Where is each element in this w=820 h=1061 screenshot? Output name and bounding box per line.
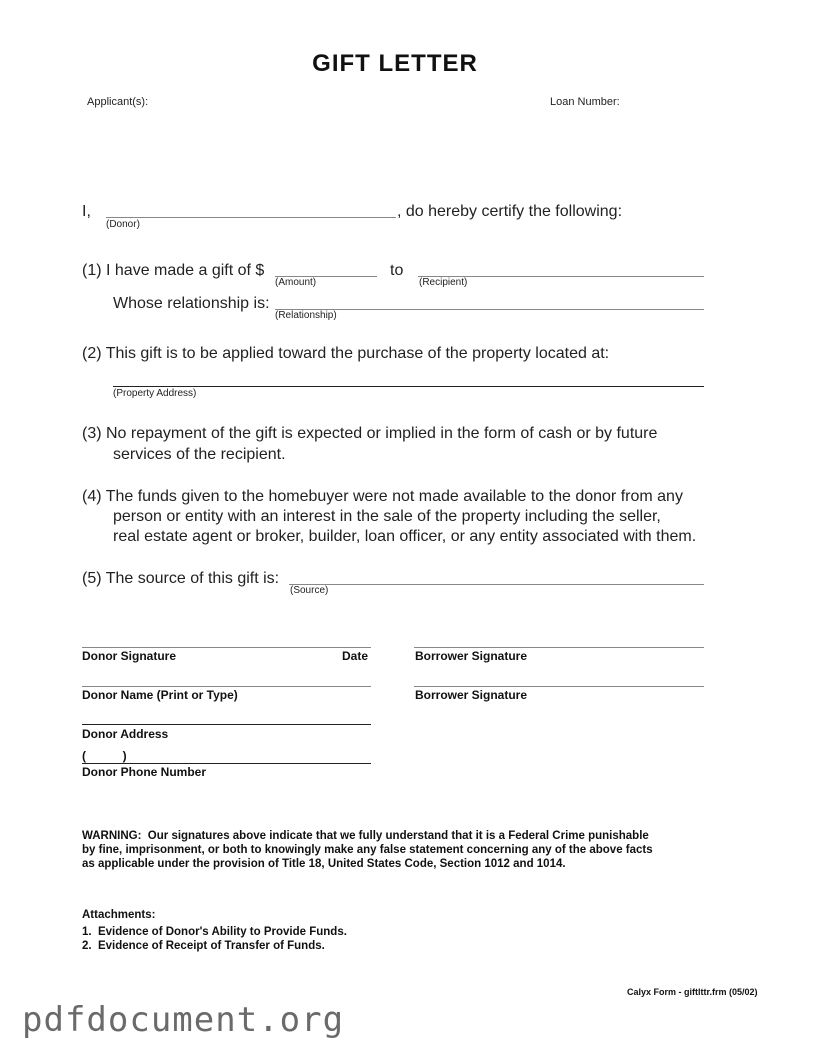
attachment-item: 2. Evidence of Receipt of Transfer of Funds. bbox=[82, 940, 325, 952]
loan-number-label: Loan Number: bbox=[550, 96, 620, 108]
borrower-signature-line-1[interactable] bbox=[414, 647, 704, 648]
certify-suffix: , do hereby certify the following: bbox=[397, 203, 623, 220]
watermark: pdfdocument.org bbox=[22, 1000, 345, 1040]
item4-line1: (4) The funds given to the homebuyer were not made available to the donor from any bbox=[82, 488, 683, 505]
borrower-signature-label-1: Borrower Signature bbox=[415, 649, 528, 663]
item3-line2: services of the recipient. bbox=[113, 446, 286, 463]
source-caption: (Source) bbox=[290, 585, 329, 596]
relationship-label: Whose relationship is: bbox=[113, 295, 270, 312]
item3-line1: (3) No repayment of the gift is expected or implied in the form of cash or by future bbox=[82, 425, 658, 442]
donor-name-line[interactable] bbox=[82, 686, 371, 687]
donor-signature-label: Donor Signature bbox=[82, 649, 177, 663]
warning-line1: WARNING: Our signatures above indicate that we fully understand that it is a Federal Crime punishable bbox=[82, 830, 649, 842]
donor-address-line[interactable] bbox=[82, 724, 371, 725]
page-title: GIFT LETTER bbox=[312, 50, 478, 77]
recipient-caption: (Recipient) bbox=[419, 277, 468, 288]
item1-text: (1) I have made a gift of $ bbox=[82, 262, 265, 279]
relationship-field[interactable] bbox=[275, 309, 704, 310]
property-address-field[interactable] bbox=[113, 386, 704, 387]
item2-text: (2) This gift is to be applied toward the purchase of the property located at: bbox=[82, 345, 610, 362]
item5-text: (5) The source of this gift is: bbox=[82, 570, 280, 587]
amount-caption: (Amount) bbox=[275, 277, 317, 288]
donor-name-label: Donor Name (Print or Type) bbox=[82, 688, 238, 702]
relationship-caption: (Relationship) bbox=[275, 310, 337, 321]
donor-field[interactable] bbox=[106, 217, 396, 218]
donor-signature-line[interactable] bbox=[82, 647, 371, 648]
date-label: Date bbox=[342, 649, 369, 663]
attachment-item: 1. Evidence of Donor's Ability to Provide Funds. bbox=[82, 926, 347, 938]
borrower-signature-label-2: Borrower Signature bbox=[415, 688, 528, 702]
borrower-signature-line-2[interactable] bbox=[414, 686, 704, 687]
applicants-label: Applicant(s): bbox=[87, 96, 149, 108]
donor-caption: (Donor) bbox=[106, 219, 140, 230]
warning-line2: by fine, imprisonment, or both to knowingly make any false statement concerning any of the above facts bbox=[82, 844, 653, 856]
warning-line3: as applicable under the provision of Title 18, United States Code, Section 1012 and 1014. bbox=[82, 858, 566, 870]
source-field[interactable] bbox=[289, 584, 704, 585]
form-footer: Calyx Form - giftlttr.frm (05/02) bbox=[627, 987, 758, 997]
item4-line3: real estate agent or broker, builder, loan officer, or any entity associated with them. bbox=[113, 528, 697, 545]
donor-phone-label: Donor Phone Number bbox=[82, 765, 207, 779]
phone-area-code: ( ) bbox=[82, 749, 127, 763]
donor-address-label: Donor Address bbox=[82, 727, 169, 741]
to-label: to bbox=[390, 262, 404, 279]
property-address-caption: (Property Address) bbox=[113, 388, 197, 399]
certify-prefix: I, bbox=[82, 203, 91, 220]
attachments-heading: Attachments: bbox=[82, 909, 156, 921]
item4-line2: person or entity with an interest in the sale of the property including the seller, bbox=[113, 508, 661, 525]
donor-phone-line[interactable] bbox=[82, 763, 371, 764]
